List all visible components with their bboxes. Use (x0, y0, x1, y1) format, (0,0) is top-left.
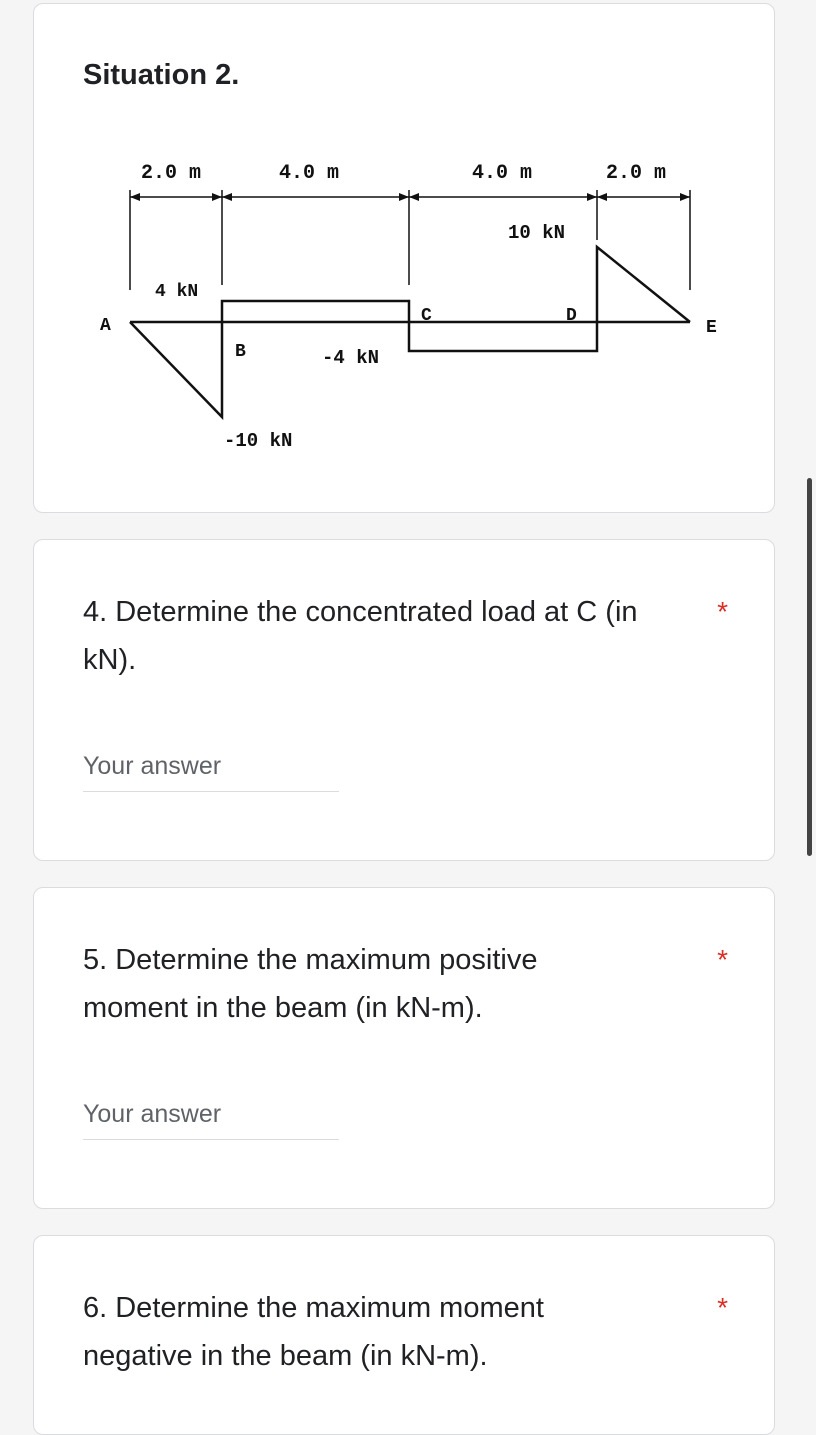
question-card-4 (33, 539, 775, 861)
scrollbar[interactable] (807, 478, 812, 856)
answer-input[interactable]: Your answer (83, 1100, 339, 1140)
dim-ab: 2.0 m (141, 162, 202, 185)
point-b: B (235, 342, 246, 362)
question-text: 4. Determine the concentrated load at C (in kN). (83, 596, 638, 676)
dim-bc: 4.0 m (279, 162, 340, 185)
point-c: C (421, 306, 432, 326)
label-10kn: 10 kN (508, 222, 566, 244)
required-marker: * (717, 596, 728, 627)
label-minus10kn: -10 kN (224, 430, 293, 452)
question-card-6 (33, 1235, 775, 1435)
shear-diagram (0, 0, 816, 520)
point-d: D (566, 306, 577, 326)
answer-input[interactable]: Your answer (83, 752, 339, 792)
required-marker: * (717, 1292, 728, 1323)
question-text: 6. Determine the maximum moment negative in the beam (in kN-m). (83, 1292, 544, 1372)
point-a: A (100, 316, 111, 336)
dim-cd: 4.0 m (472, 162, 533, 185)
required-marker: * (717, 944, 728, 975)
question-text: 5. Determine the maximum positive moment in the beam (in kN-m). (83, 944, 538, 1024)
section-title: Situation 2. (83, 59, 240, 91)
label-minus4kn: -4 kN (322, 347, 380, 369)
dim-de: 2.0 m (606, 162, 667, 185)
question-card-5 (33, 887, 775, 1209)
point-e: E (706, 318, 717, 338)
label-4kn: 4 kN (155, 282, 199, 302)
